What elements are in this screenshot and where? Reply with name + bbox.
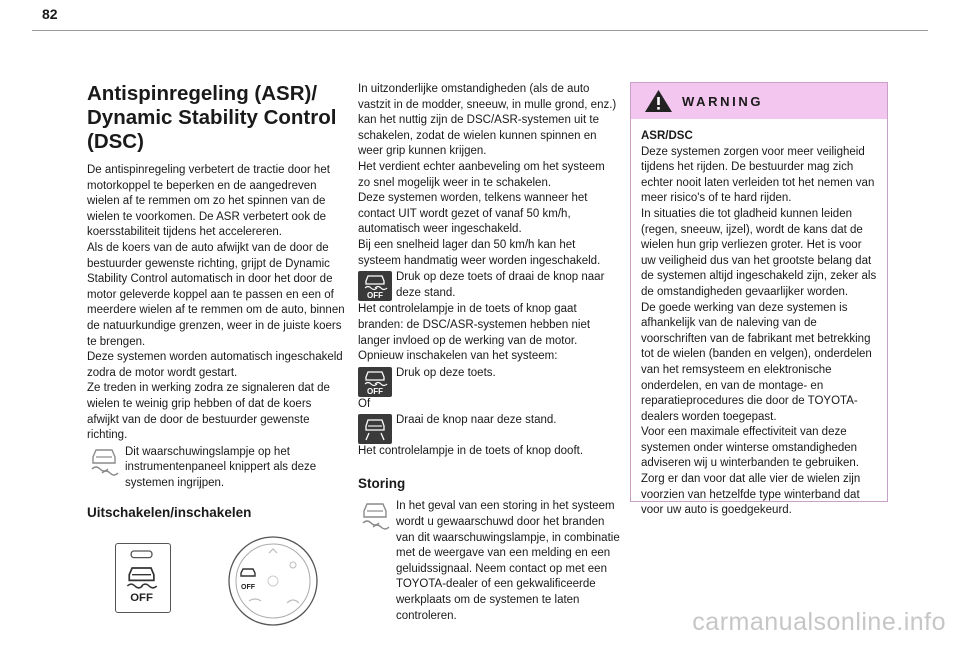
- watermark: carmanualsonline.info: [692, 608, 946, 636]
- lamp-note-text: Dit waarschuwingslampje op het instrumentenpaneel knippert als deze systemen ingrijpen.: [125, 445, 317, 489]
- traction-on-icon: [358, 414, 392, 444]
- svg-text:OFF: OFF: [367, 291, 383, 301]
- storing-row: [358, 499, 620, 624]
- step-2-text: Druk op deze toets.: [396, 366, 496, 379]
- warning-title: WARNING: [682, 93, 764, 109]
- dsc-off-icon: [358, 271, 392, 301]
- or-text: Of: [358, 397, 371, 410]
- step-turn-knob: [358, 413, 620, 443]
- warning-text: Deze systemen zorgen voor meer veiligheid tijdens het rijden. De bestuurder mag zich echter nooit laten verleiden tot het nemen van meer risico's of te hard rijden. In situaties die tot gladheid kunnen leiden (regen, sneeuw, ijzel), wordt de kans dat de wielen hun grip verliezen groter. Het is voor uw veiligheid dus van het grootste belang dat de systemen altijd ingeschakeld zijn, zeker als de omstandigheden gevaarlijker worden. De goede werking van deze systemen is afhankelijk van de naleving van de voorschriften van de fabrikant met betrekking tot de wielen (banden en velgen), onderdelen van het remsysteem en elektronische onderdelen, en van de montage- en reparatieprocedures die door de TOYOTA-dealers worden toegepast. Voor een maximale effectiviteit van deze systemen onder winterse omstandigheden adviseren wij u winterbanden te gebruiken. Zorg er dan voor dat alle vier de wielen zijn voorzien van hetzelfde type winterband dat voor uw auto is goedgekeurd.: [641, 145, 877, 517]
- warning-box: [630, 82, 888, 517]
- warning-header: [631, 83, 887, 119]
- storing-text: In het geval van een storing in het systeem wordt u gewaarschuwd door het branden van dit waarschuwingslampje, in combinatie met de weergave van een melding en een geluidssignaal. Neem contact op met een TOYOTA-dealer of een gekwalificeerde werkplaats om de systemen te laten controleren.: [396, 500, 620, 622]
- step-3-text: Draai de knop naar deze stand.: [396, 414, 557, 427]
- middle-paragraph-2: Het controlelampje in de toets of knop gaat branden: de DSC/ASR-systemen hebben niet langer invloed op de werking van de motor. Opnieuw inschakelen van het systeem:: [358, 303, 591, 363]
- intro-text: De antispinregeling verbetert de tractie door het motorkoppel te beperken en de aangedreven wielen af te remmen om zo het spinnen van de wielen te voorkomen. De ASR verbetert ook de koersstabiliteit tijdens het accelereren. Als de koers van de auto afwijkt van de door de bestuurder gewenste richting, grijpt de Dynamic Stability Control automatisch in door het door de motor geleverde koppel aan te passen en een of meerdere wielen af te remmen om de auto, binnen de natuurkundige grenzen, weer in de juiste koers te brengen. Deze systemen worden automatisch ingeschakeld zodra de motor wordt gestart. Ze treden in werking zodra ze signaleren dat de wielen te weinig grip hebben of dat de koers afwijkt van de door de bestuurder gewenste richting.: [87, 164, 345, 442]
- left-column: [87, 82, 345, 635]
- dsc-off-button-icon: [116, 544, 169, 611]
- warning-triangle-icon: [643, 88, 674, 114]
- svg-text:OFF: OFF: [367, 386, 383, 396]
- storing-heading: Storing: [358, 475, 406, 491]
- skid-warning-icon: [87, 446, 121, 476]
- lamp-note-row: [87, 445, 345, 492]
- svg-text:OFF: OFF: [130, 592, 153, 605]
- page-number: 82: [42, 6, 58, 22]
- controls-illustration: [87, 535, 345, 635]
- header-divider: [32, 30, 928, 31]
- step-1-text: Druk op deze toets of draai de knop naar deze stand.: [396, 271, 605, 299]
- dsc-off-icon: [358, 367, 392, 397]
- subheading-disable-enable: Uitschakelen/inschakelen: [87, 505, 252, 521]
- section-title: Antispinregeling (ASR)/ Dynamic Stability Control (DSC): [87, 82, 337, 153]
- warning-body: [631, 119, 887, 519]
- middle-paragraph-3: Het controlelampje in de toets of knop dooft.: [358, 445, 584, 458]
- dsc-off-knob-icon: [227, 535, 319, 627]
- middle-column: [358, 82, 620, 625]
- step-press-or-turn: [358, 270, 620, 301]
- skid-warning-icon: [358, 500, 392, 530]
- warning-lead: ASR/DSC: [641, 130, 693, 142]
- svg-text:OFF: OFF: [241, 584, 255, 592]
- step-press-button: [358, 366, 620, 396]
- dsc-off-button-illustration: [115, 543, 171, 613]
- middle-paragraph-1: In uitzonderlijke omstandigheden (als de auto vastzit in de modder, sneeuw, in mulle grond, enz.) kan het nuttig zijn de DSC/ASR-systemen uit te schakelen, zodat de wielen kunnen spinnen en weer grip kunnen krijgen. Het verdient echter aanbeveling om het systeem zo snel mogelijk weer in te schakelen. Deze systemen worden, telkens wanneer het contact UIT wordt gezet of vanaf 50 km/h, automatisch weer ingeschakeld. Bij een snelheid lager dan 50 km/h kan het systeem handmatig weer worden ingeschakeld.: [358, 83, 617, 267]
